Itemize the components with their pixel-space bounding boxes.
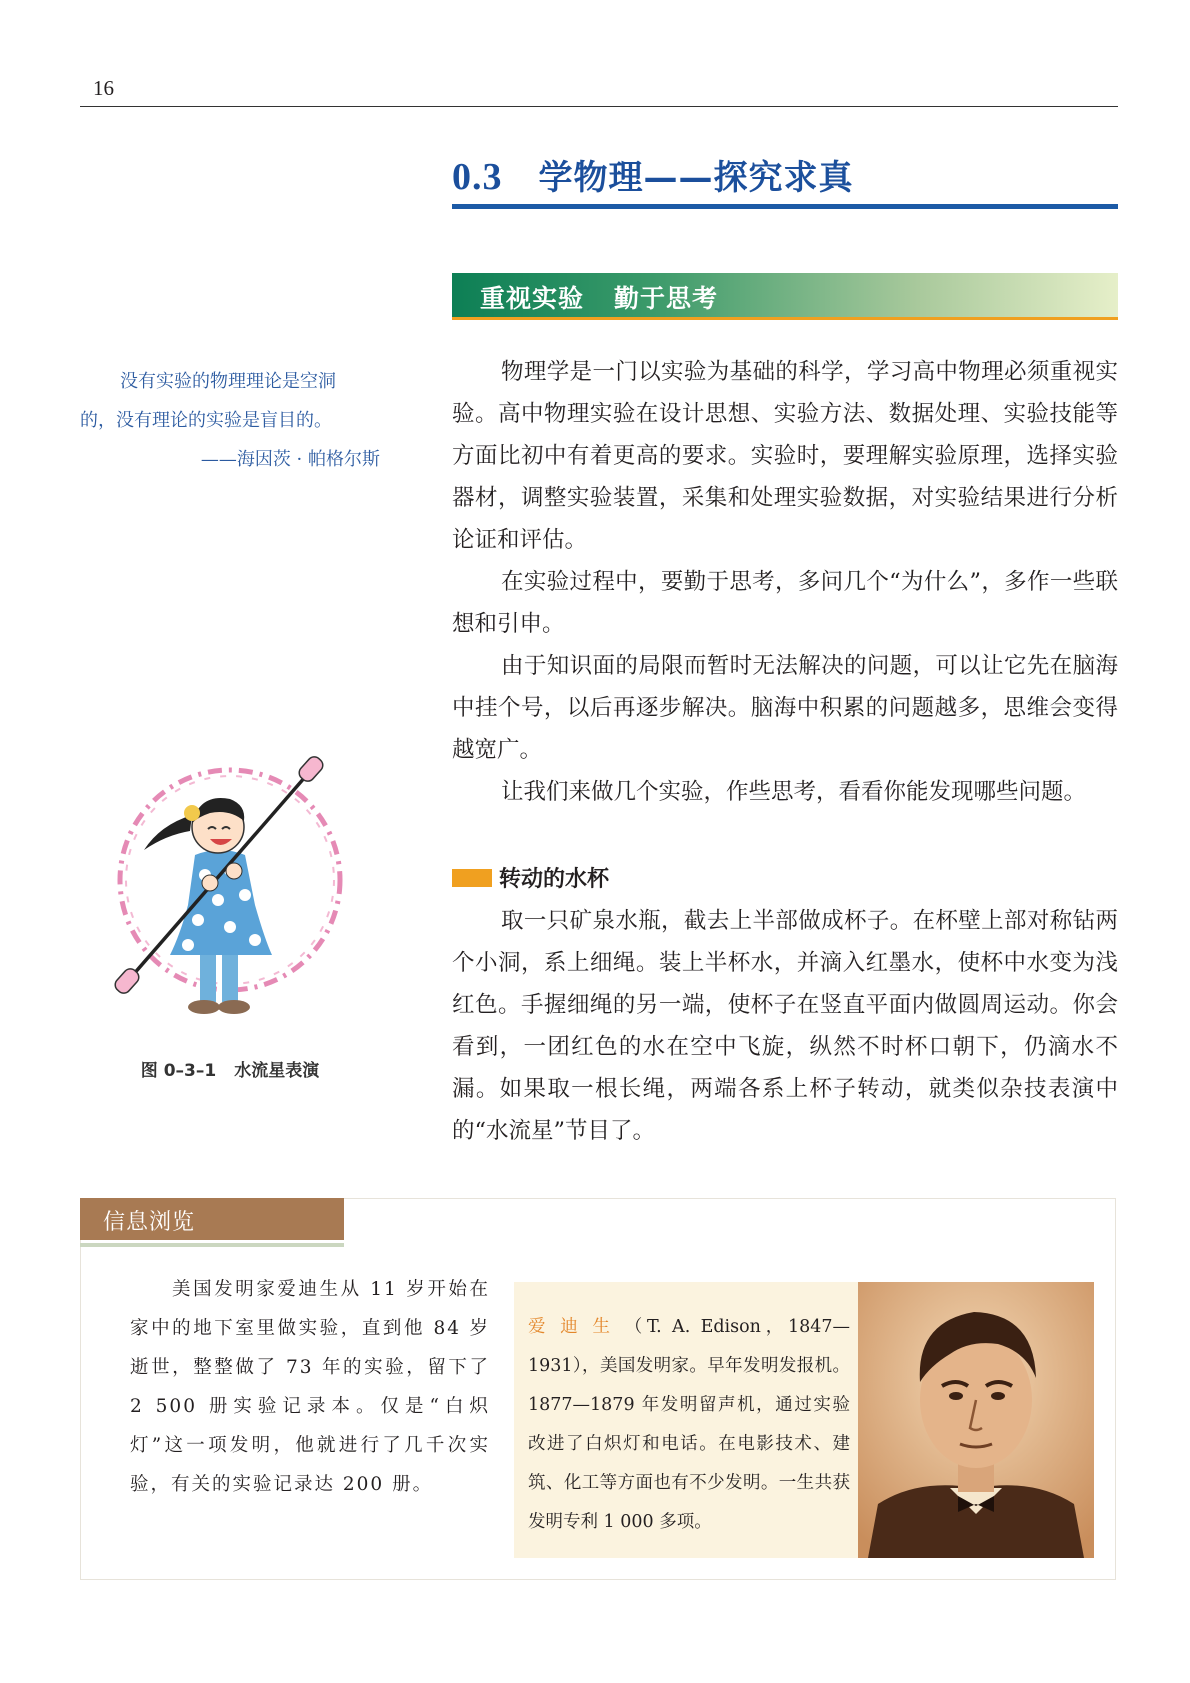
- page-number: 16: [93, 76, 114, 100]
- body-text: [452, 351, 1118, 813]
- subsection-title-part2: 勤于思考: [614, 284, 719, 313]
- info-tab-title: 信息浏览: [103, 1210, 196, 1235]
- experiment-paragraph: 取一只矿泉水瓶，截去上半部做成杯子。在杯壁上部对称钻两个小洞，系上细绳。装上半杯水，并滴入红墨水，使杯中水变为浅红色。手握细绳的另一端，使杯子在竖直平面内做圆周运动。你会看到，一团红色的水在空中飞旋，纵然不时杯口朝下，仍滴水不漏。如果取一根长绳，两端各系上杯子转动，就类似杂技表演中的“水流星”节目了。: [452, 908, 1118, 1144]
- body-paragraph: 在实验过程中，要勤于思考，多问几个“为什么”，多作一些联想和引申。: [452, 569, 1118, 637]
- experiment-title: 转动的水杯: [499, 867, 610, 892]
- subsection-title-part1: 重视实验: [480, 284, 585, 313]
- body-paragraph: 物理学是一门以实验为基础的科学，学习高中物理必须重视实验。高中物理实验在设计思想、实验方法、数据处理、实验技能等方面比初中有着更高的要求。实验时，要理解实验原理，选择实验器材，调整实验装置，采集和处理实验数据，对实验结果进行分析论证和评估。: [452, 359, 1118, 553]
- water-meteor-illustration: [100, 755, 360, 1035]
- section-number: 0.3: [452, 156, 503, 198]
- header-rule: [80, 106, 1118, 107]
- quote-line-2: 的，没有理论的实验是盲目的。: [80, 410, 332, 431]
- edison-portrait: [858, 1282, 1094, 1558]
- experiment-text: [452, 900, 1118, 1152]
- body-paragraph: 由于知识面的局限而暂时无法解决的问题，可以让它先在脑海中挂个号，以后再逐步解决。脑海中积累的问题越多，思维会变得越宽广。: [452, 653, 1118, 763]
- info-paragraph: 美国发明家爱迪生从 11 岁开始在家中的地下室里做实验，直到他 84 岁逝世，整整做了 73 年的实验，留下了 2 500 册实验记录本。仅是“白炽灯”这一项发明，他就进行了几千次实验，有关的实验记录达 200 册。: [130, 1279, 490, 1495]
- info-text: [130, 1270, 490, 1504]
- subsection-title: [480, 279, 718, 315]
- experiment-marker: [452, 869, 492, 887]
- quote-author: ——海因茨 · 帕格尔斯: [200, 449, 380, 470]
- figure-caption-text: 水流星表演: [234, 1061, 320, 1081]
- quote-line-1: 没有实验的物理理论是空洞: [120, 371, 336, 392]
- subsection-banner-underline: [452, 317, 1118, 320]
- section-rule: [452, 204, 1118, 209]
- bio-description: （T. A. Edison，1847—1931），美国发明家。早年发明发报机。1877—1879 年发明留声机，通过实验改进了白炽灯和电话。在电影技术、建筑、化工等方面也有不少发明。一生共获发明专利 1 000 多项。: [528, 1317, 851, 1532]
- section-title-text: 学物理——探究求真: [538, 158, 854, 198]
- body-paragraph: 让我们来做几个实验，作些思考，看看你能发现哪些问题。: [501, 779, 1087, 805]
- figure-label: 图 0–3–1: [140, 1061, 217, 1081]
- margin-quote: [80, 362, 380, 479]
- bio-name: 爱迪生: [528, 1317, 625, 1337]
- bio-text: [528, 1308, 850, 1542]
- figure-caption: [100, 1056, 360, 1081]
- section-title: [452, 150, 854, 199]
- info-tab-underline: [80, 1243, 344, 1247]
